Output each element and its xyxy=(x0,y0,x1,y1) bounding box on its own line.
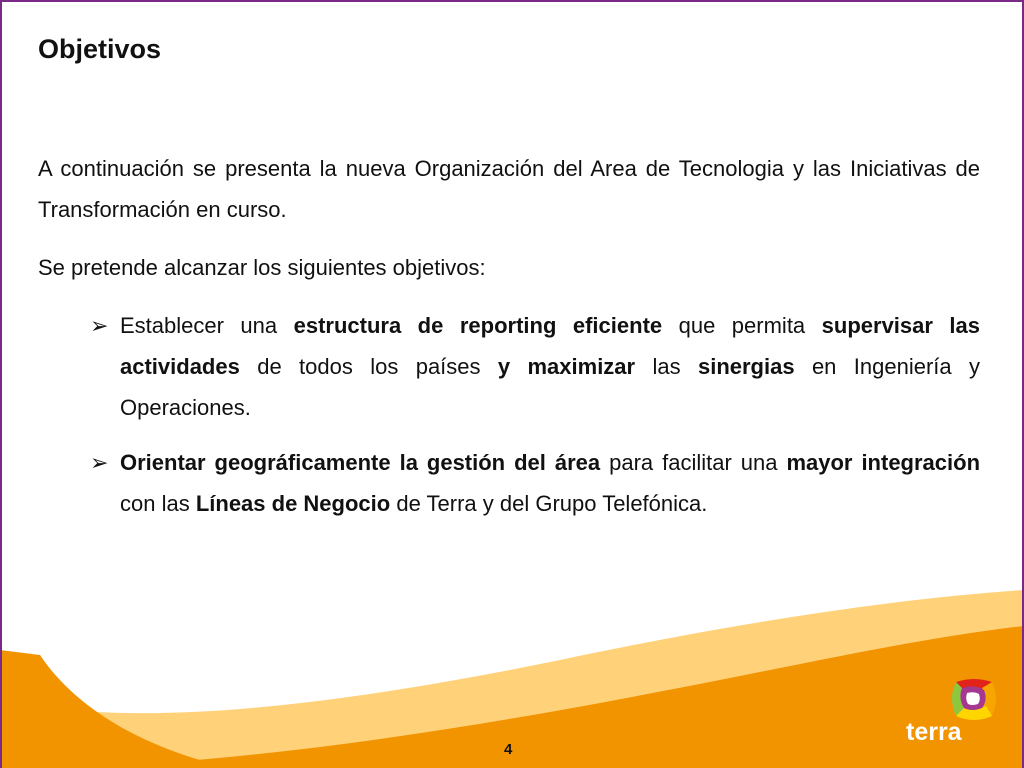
bullet-text: de Terra y del Grupo Telefónica. xyxy=(390,491,708,516)
bullet-text: con las xyxy=(120,491,196,516)
objectives-list xyxy=(38,305,980,524)
bullet-bold-text: estructura de reporting eficiente xyxy=(293,313,663,338)
frame-top-border xyxy=(0,0,1024,2)
bullet-text: que permita xyxy=(662,313,822,338)
bullet-bold-text: sinergias xyxy=(697,354,795,379)
arrow-bullet-icon: ➢ xyxy=(90,450,109,475)
bullet-text: en Ingeniería y Operaciones. xyxy=(120,354,980,420)
bullet-bold-text: y maximizar xyxy=(497,354,636,379)
logo-mark xyxy=(952,679,996,720)
bullet-bold-text: Líneas de Negocio xyxy=(195,491,391,516)
arrow-bullet-icon: ➢ xyxy=(90,313,109,338)
lead-paragraph: Se pretende alcanzar los siguientes objetivos: xyxy=(38,255,486,280)
slide-body xyxy=(38,148,980,538)
bullet-bold-text: Orientar geográficamente la gestión del área xyxy=(120,450,601,475)
intro-paragraph: A continuación se presenta la nueva Organización del Area de Tecnologia y las Iniciativas de Transformación en curso. xyxy=(38,156,980,222)
bullet-bold-text: mayor integración xyxy=(786,450,981,475)
page-number: 4 xyxy=(504,741,513,758)
bullet-text: Establecer una xyxy=(120,313,294,338)
bullet-text: para facilitar una xyxy=(600,450,787,475)
bullet-bold-text: supervisar las actividades xyxy=(120,313,981,379)
bullet-text: de todos los países xyxy=(239,354,498,379)
logo-center xyxy=(966,692,980,705)
bullet-text: las xyxy=(635,354,698,379)
frame-left-border xyxy=(0,0,2,768)
objective-item xyxy=(90,442,981,524)
slide-title: Objetivos xyxy=(38,34,162,64)
terra-logo-text: terra xyxy=(906,718,962,746)
objective-item xyxy=(90,305,981,428)
